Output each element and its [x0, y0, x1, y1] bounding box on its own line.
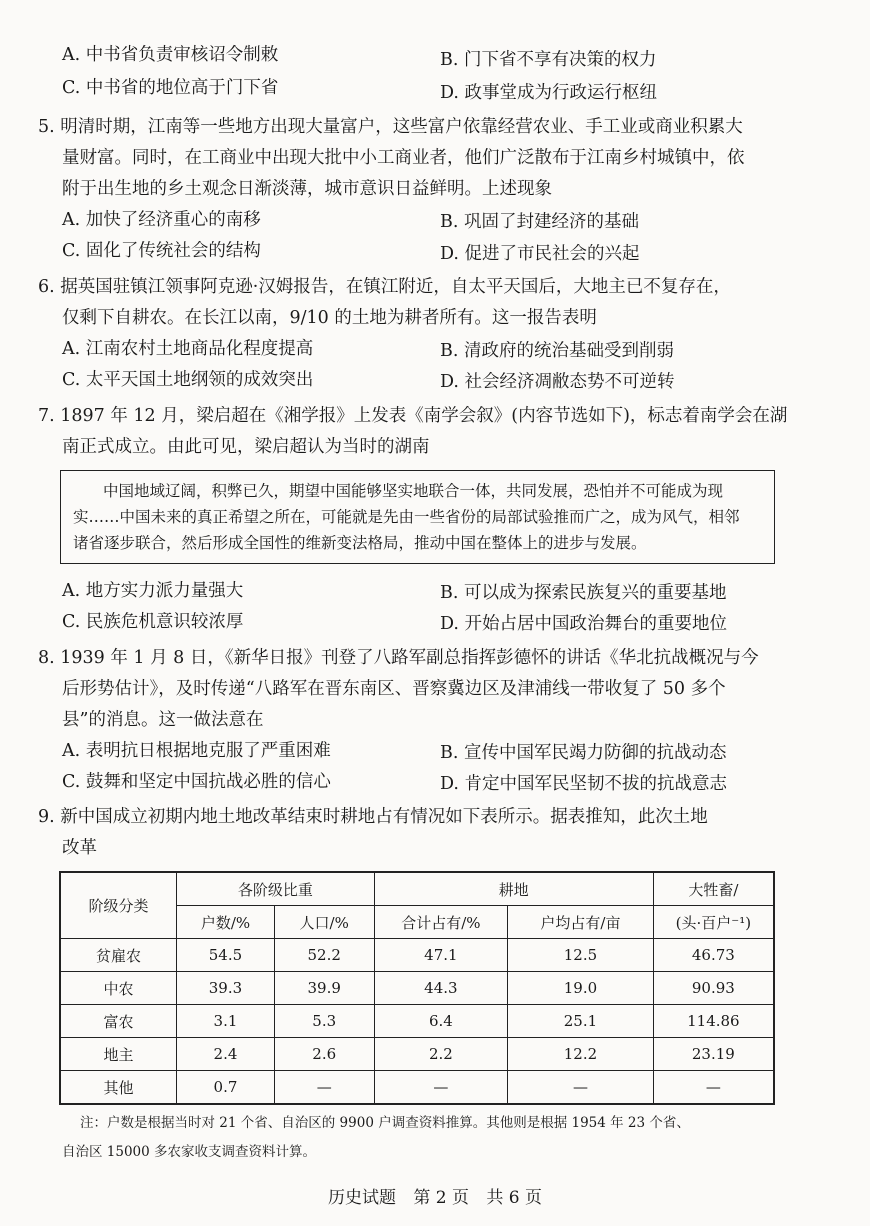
q6-option-a: A. 江南农村土地商品化程度提高 [62, 339, 314, 359]
table-cell: 19.0 [508, 972, 654, 1005]
table-cell: 52.2 [274, 939, 374, 972]
q7-stem-line2: 南正式成立。由此可见，梁启超认为当时的湖南 [62, 437, 430, 457]
q4-option-a: A. 中书省负责审核诏令制敕 [62, 45, 279, 65]
q5-option-a: A. 加快了经济重心的南移 [62, 210, 261, 230]
q5-option-b: B. 巩固了封建经济的基础 [440, 212, 639, 232]
table-row [60, 972, 774, 1005]
table-cell: — [274, 1071, 374, 1105]
table-row [60, 1071, 774, 1105]
table-cell: 114.86 [653, 1005, 774, 1038]
table-cell: 3.1 [177, 1005, 275, 1038]
q5-option-c: C. 固化了传统社会的结构 [62, 241, 261, 261]
header-land: 耕地 [374, 872, 653, 906]
q7-option-b: B. 可以成为探索民族复兴的重要基地 [440, 583, 727, 603]
footer-total-pages: 共 6 页 [486, 1188, 543, 1208]
table-cell: 5.3 [274, 1005, 374, 1038]
q5-option-d: D. 促进了市民社会的兴起 [440, 244, 640, 264]
q4-option-c: C. 中书省的地位高于门下省 [62, 78, 279, 98]
q6-stem-line1: 6. 据英国驻镇江领事阿克逊·汉姆报告，在镇江附近，自太平天国后，大地主已不复存在， [38, 277, 731, 297]
header-population: 人口/% [274, 906, 374, 939]
table-note-line1: 注：户数是根据当时对 21 个省、自治区的 9900 户调查资料推算。其他则是根据 1954 年 23 个省、 [80, 1115, 690, 1131]
q5-stem-line2: 量财富。同时，在工商业中出现大批中小工商业者，他们广泛散布于江南乡村城镇中，依 [62, 148, 745, 168]
footer-subject: 历史试题 [327, 1188, 396, 1208]
header-total-land: 合计占有/% [374, 906, 508, 939]
q8-option-b: B. 宣传中国军民竭力防御的抗战动态 [440, 743, 727, 763]
header-ratio: 各阶级比重 [177, 872, 374, 906]
table-cell: 44.3 [374, 972, 508, 1005]
table-header-row [60, 872, 774, 906]
q6-option-d: D. 社会经济凋敝态势不可逆转 [440, 372, 675, 392]
q4-option-d: D. 政事堂成为行政运行枢纽 [440, 83, 658, 103]
table-row [60, 1005, 774, 1038]
q9-stem-line2: 改革 [62, 838, 97, 858]
table-cell: 25.1 [508, 1005, 654, 1038]
q7-option-c: C. 民族危机意识较浓厚 [62, 612, 244, 632]
table-cell: 39.3 [177, 972, 275, 1005]
table-cell: 中农 [60, 972, 177, 1005]
table-cell: 2.6 [274, 1038, 374, 1071]
header-per-household: 户均占有/亩 [508, 906, 654, 939]
table-cell: 54.5 [177, 939, 275, 972]
q7-quote-box [60, 470, 775, 564]
q7-quote-line3: 诸省逐步联合，然后形成全国性的维新变法格局，推动中国在整体上的进步与发展。 [73, 534, 647, 552]
page-footer [0, 1183, 870, 1208]
q7-option-d: D. 开始占居中国政治舞台的重要地位 [440, 614, 728, 634]
table-cell: 23.19 [653, 1038, 774, 1071]
q5-stem-line3: 附于出生地的乡土观念日渐淡薄，城市意识日益鲜明。上述现象 [62, 179, 552, 199]
table-cell: 90.93 [653, 972, 774, 1005]
q7-quote-line2: 实……中国未来的真正希望之所在，可能就是先由一些省份的局部试验推而广之，成为风气，相邻 [73, 508, 740, 526]
header-households: 户数/% [177, 906, 275, 939]
q4-option-b: B. 门下省不享有决策的权力 [440, 50, 657, 70]
table-cell: — [374, 1071, 508, 1105]
q8-stem-line3: 县”的消息。这一做法意在 [62, 710, 264, 730]
table-cell: 地主 [60, 1038, 177, 1071]
q6-option-b: B. 清政府的统治基础受到削弱 [440, 341, 674, 361]
table-cell: — [508, 1071, 654, 1105]
q8-stem-line2: 后形势估计》，及时传递“八路军在晋东南区、晋察冀边区及津浦线一带收复了 50 多个 [62, 679, 726, 699]
table-row [60, 1038, 774, 1071]
land-distribution-table [59, 871, 775, 1105]
table-row [60, 939, 774, 972]
q8-stem-line1: 8. 1939 年 1 月 8 日，《新华日报》刊登了八路军副总指挥彭德怀的讲话《华北抗战概况与今 [38, 648, 759, 668]
table-cell: 2.4 [177, 1038, 275, 1071]
q8-option-c: C. 鼓舞和坚定中国抗战必胜的信心 [62, 772, 331, 792]
q7-option-a: A. 地方实力派力量强大 [62, 581, 244, 601]
header-class: 阶级分类 [60, 872, 177, 939]
header-livestock-unit: (头·百户⁻¹) [653, 906, 774, 939]
q8-option-a: A. 表明抗日根据地克服了严重困难 [62, 741, 331, 761]
footer-page-number: 第 2 页 [413, 1188, 469, 1208]
q7-quote-line1: 中国地域辽阔，积弊已久，期望中国能够坚实地联合一体，共同发展，恐怕并不可能成为现 [103, 482, 724, 500]
table-cell: 46.73 [653, 939, 774, 972]
table-cell: 12.5 [508, 939, 654, 972]
table-cell: 39.9 [274, 972, 374, 1005]
q9-stem-line1: 9. 新中国成立初期内地土地改革结束时耕地占有情况如下表所示。据表推知，此次土地 [38, 807, 708, 827]
q6-stem-line2: 仅剩下自耕农。在长江以南，9/10 的土地为耕者所有。这一报告表明 [62, 308, 597, 328]
table-note-line2: 自治区 15000 多农家收支调查资料计算。 [62, 1144, 317, 1160]
table-cell: 贫雇农 [60, 939, 177, 972]
table-cell: 2.2 [374, 1038, 508, 1071]
table-cell: 0.7 [177, 1071, 275, 1105]
table-cell: 6.4 [374, 1005, 508, 1038]
table-cell: 其他 [60, 1071, 177, 1105]
table-cell: 富农 [60, 1005, 177, 1038]
q6-option-c: C. 太平天国土地纲领的成效突出 [62, 370, 314, 390]
header-livestock: 大牲畜/ [653, 872, 774, 906]
q7-stem-line1: 7. 1897 年 12 月，梁启超在《湘学报》上发表《南学会叙》(内容节选如下)，标志着南学会在湖 [38, 406, 788, 426]
table-cell: 47.1 [374, 939, 508, 972]
q8-option-d: D. 肯定中国军民坚韧不拔的抗战意志 [440, 774, 728, 794]
q5-stem-line1: 5. 明清时期，江南等一些地方出现大量富户，这些富户依靠经营农业、手工业或商业积累大 [38, 117, 743, 137]
table-cell: 12.2 [508, 1038, 654, 1071]
table-cell: — [653, 1071, 774, 1105]
